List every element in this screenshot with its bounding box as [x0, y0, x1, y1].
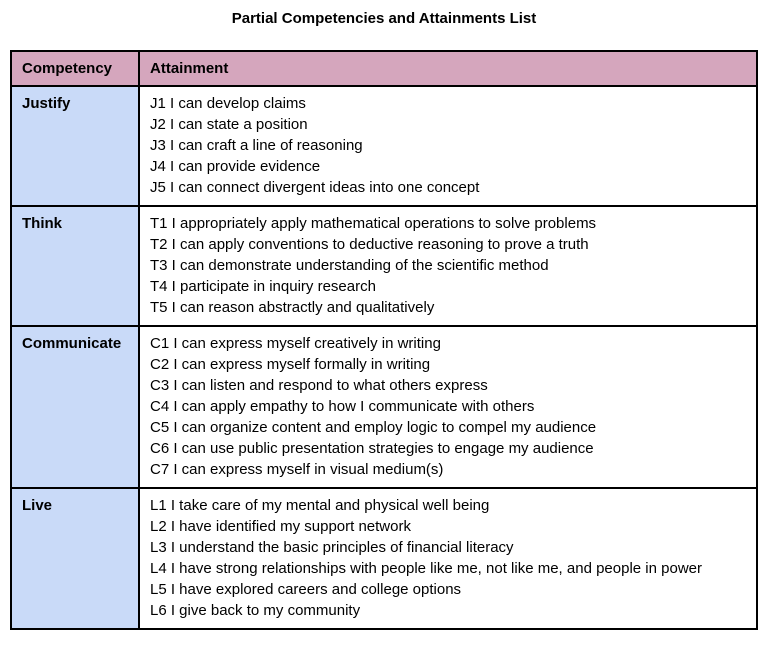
- attainment-cell: [139, 326, 757, 488]
- competency-cell: Think: [11, 206, 139, 326]
- competency-column-header: Competency: [11, 51, 139, 86]
- table-row: [11, 326, 757, 488]
- competency-cell: Live: [11, 488, 139, 629]
- attainment-line: J2 I can state a position: [150, 116, 308, 133]
- attainment-line: C4 I can apply empathy to how I communicate with others: [150, 398, 535, 415]
- attainment-line: C5 I can organize content and employ logic to compel my audience: [150, 419, 597, 436]
- attainment-line: L1 I take care of my mental and physical well being: [150, 497, 490, 514]
- attainment-line: T2 I can apply conventions to deductive reasoning to prove a truth: [150, 236, 589, 253]
- attainment-line: C2 I can express myself formally in writing: [150, 356, 431, 373]
- page-title: Partial Competencies and Attainments List: [231, 10, 537, 27]
- attainment-line: C6 I can use public presentation strategies to engage my audience: [150, 440, 594, 457]
- table-row: [11, 488, 757, 629]
- attainment-cell: [139, 206, 757, 326]
- attainment-line: C3 I can listen and respond to what others express: [150, 377, 488, 394]
- attainment-line: T4 I participate in inquiry research: [150, 278, 376, 295]
- table-header: [11, 51, 757, 86]
- attainment-line: T3 I can demonstrate understanding of the scientific method: [150, 257, 549, 274]
- attainment-line: T5 I can reason abstractly and qualitatively: [150, 299, 435, 316]
- table-row: [11, 206, 757, 326]
- table-row: [11, 86, 757, 206]
- attainment-column-header: Attainment: [139, 51, 757, 86]
- attainment-line: J5 I can connect divergent ideas into one concept: [150, 179, 480, 196]
- competency-cell: Justify: [11, 86, 139, 206]
- attainment-line: L4 I have strong relationships with people like me, not like me, and people in power: [150, 560, 702, 577]
- header-row: [11, 51, 757, 86]
- attainment-line: C1 I can express myself creatively in writing: [150, 335, 441, 352]
- attainment-line: L3 I understand the basic principles of financial literacy: [150, 539, 514, 556]
- table-body: [11, 86, 757, 629]
- attainment-line: T1 I appropriately apply mathematical operations to solve problems: [150, 215, 597, 232]
- competency-cell: Communicate: [11, 326, 139, 488]
- attainment-line: J3 I can craft a line of reasoning: [150, 137, 363, 154]
- attainment-cell: [139, 488, 757, 629]
- attainment-line: L2 I have identified my support network: [150, 518, 411, 535]
- attainment-line: L6 I give back to my community: [150, 602, 361, 619]
- attainment-line: C7 I can express myself in visual medium(s): [150, 461, 444, 478]
- attainment-line: L5 I have explored careers and college options: [150, 581, 462, 598]
- attainment-line: J4 I can provide evidence: [150, 158, 321, 175]
- competencies-table: [10, 50, 758, 630]
- attainment-cell: [139, 86, 757, 206]
- attainment-line: J1 I can develop claims: [150, 95, 306, 112]
